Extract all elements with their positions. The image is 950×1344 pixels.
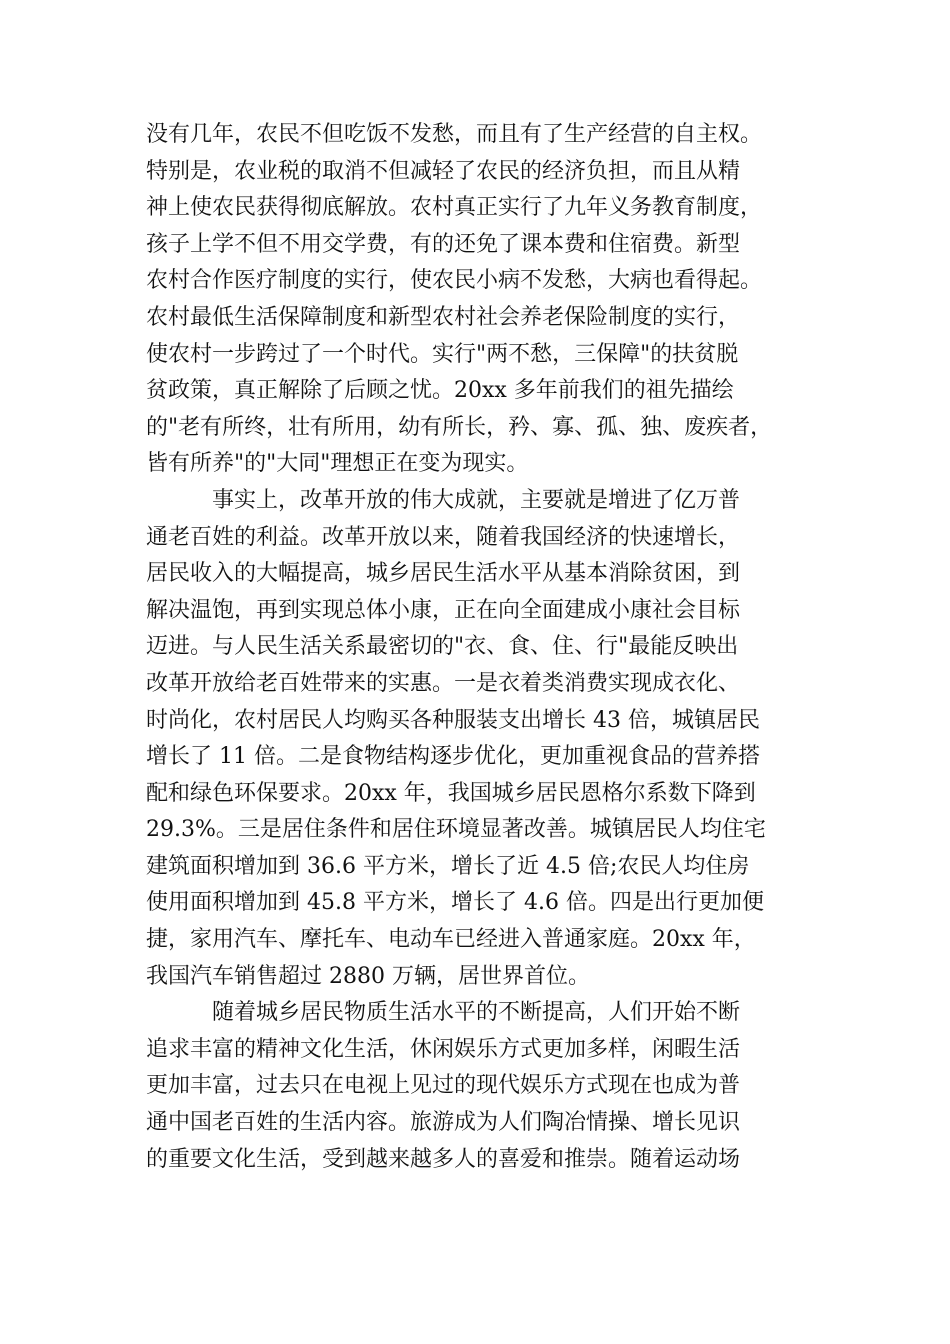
paragraph-1 xyxy=(146,117,816,483)
text-line: 追求丰富的精神文化生活，休闲娱乐方式更加多样，闲暇生活 xyxy=(146,1036,741,1062)
text-line: 我国汽车销售超过 2880 万辆，居世界首位。 xyxy=(146,963,590,989)
text-line: 贫政策，真正解除了后顾之忧。20xx 多年前我们的祖先描绘 xyxy=(146,378,734,404)
text-line: 皆有所养"的"大同"理想正在变为现实。 xyxy=(146,451,529,477)
paragraph-3 xyxy=(146,995,816,1178)
text-line: 捷，家用汽车、摩托车、电动车已经进入普通家庭。20xx 年， xyxy=(146,927,756,953)
text-line: 农村最低生活保障制度和新型农村社会养老保险制度的实行， xyxy=(146,304,741,330)
text-line: 事实上，改革开放的伟大成就，主要就是增进了亿万普 xyxy=(212,487,741,513)
text-line: 增长了 11 倍。二是食物结构逐步优化，更加重视食品的营养搭 xyxy=(146,744,760,770)
text-line: 随着城乡居民物质生活水平的不断提高，人们开始不断 xyxy=(212,1000,741,1026)
text-line: 29.3%。三是居住条件和居住环境显著改善。城镇居民人均住宅 xyxy=(146,817,766,843)
text-line: 孩子上学不但不用交学费，有的还免了课本费和住宿费。新型 xyxy=(146,231,741,257)
text-line: 时尚化，农村居民人均购买各种服装支出增长 43 倍，城镇居民 xyxy=(146,707,760,733)
text-line: 改革开放给老百姓带来的实惠。一是衣着类消费实现成衣化、 xyxy=(146,670,741,696)
text-line: 农村合作医疗制度的实行，使农民小病不发愁，大病也看得起。 xyxy=(146,268,763,294)
text-line: 使用面积增加到 45.8 平方米，增长了 4.6 倍。四是出行更加便 xyxy=(146,890,764,916)
text-line: 神上使农民获得彻底解放。农村真正实行了九年义务教育制度， xyxy=(146,195,763,221)
paragraph-2 xyxy=(146,483,816,995)
text-line: 更加丰富，过去只在电视上见过的现代娱乐方式现在也成为普 xyxy=(146,1073,741,1099)
text-line: 没有几年，农民不但吃饭不发愁，而且有了生产经营的自主权。 xyxy=(146,122,763,147)
text-line: 的重要文化生活，受到越来越多人的喜爱和推崇。随着运动场 xyxy=(146,1146,741,1172)
text-line: 解决温饱，再到实现总体小康，正在向全面建成小康社会目标 xyxy=(146,597,741,623)
document-body xyxy=(146,117,816,1178)
text-line: 的"老有所终，壮有所用，幼有所长，矜、寡、孤、独、废疾者， xyxy=(146,414,773,440)
text-line: 迈进。与人民生活关系最密切的"衣、食、住、行"最能反映出 xyxy=(146,634,739,660)
text-line: 配和绿色环保要求。20xx 年，我国城乡居民恩格尔系数下降到 xyxy=(146,780,756,806)
text-line: 通老百姓的利益。改革开放以来，随着我国经济的快速增长， xyxy=(146,524,741,550)
text-line: 通中国老百姓的生活内容。旅游成为人们陶冶情操、增长见识 xyxy=(146,1110,741,1136)
text-line: 居民收入的大幅提高，城乡居民生活水平从基本消除贫困，到 xyxy=(146,561,741,587)
text-line: 使农村一步跨过了一个时代。实行"两不愁，三保障"的扶贫脱 xyxy=(146,341,739,367)
text-line: 建筑面积增加到 36.6 平方米，增长了近 4.5 倍;农民人均住房 xyxy=(146,853,750,879)
text-line: 特别是，农业税的取消不但减轻了农民的经济负担，而且从精 xyxy=(146,158,741,184)
